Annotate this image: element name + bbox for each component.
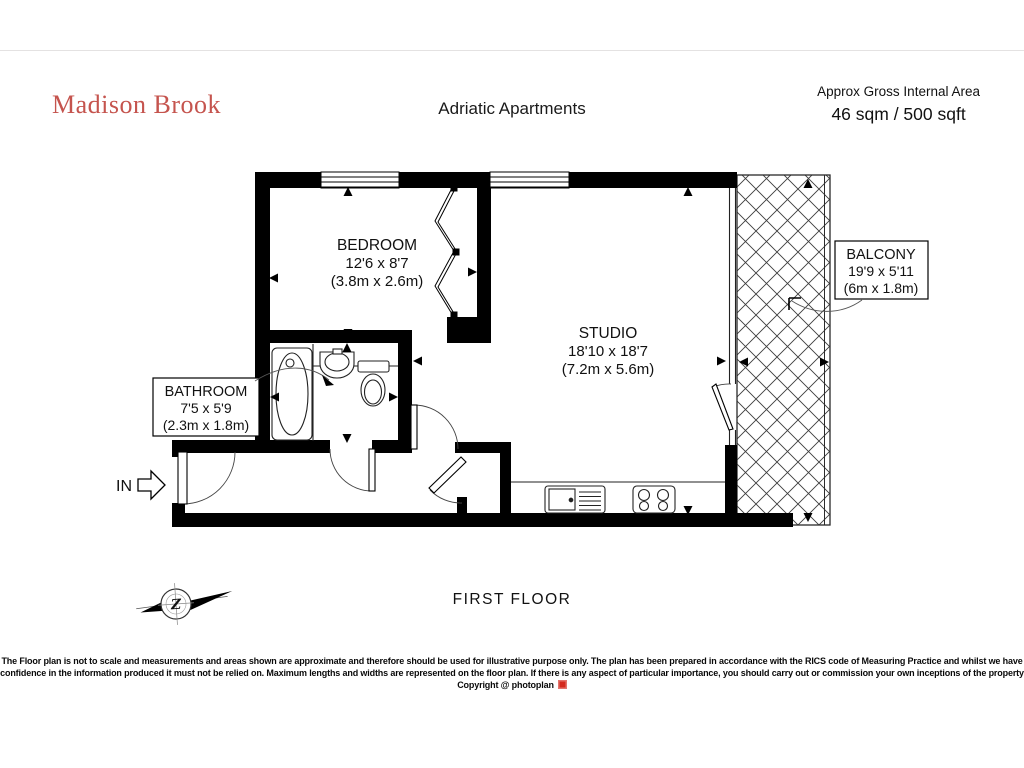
inner-door-icon bbox=[411, 405, 458, 449]
svg-text:19'9 x 5'11: 19'9 x 5'11 bbox=[848, 263, 914, 279]
balcony-area bbox=[737, 175, 830, 525]
glazed-wall bbox=[730, 188, 736, 445]
copyright-line bbox=[0, 680, 1024, 692]
bathroom-door-icon bbox=[330, 449, 375, 491]
folding-door-icon bbox=[435, 185, 459, 318]
disclaimer bbox=[0, 656, 1024, 692]
entrance-in-marker bbox=[116, 471, 165, 499]
in-arrow-icon bbox=[138, 471, 165, 499]
svg-text:BATHROOM: BATHROOM bbox=[164, 384, 248, 400]
toilet-icon bbox=[358, 361, 389, 406]
studio-label bbox=[562, 325, 655, 378]
svg-text:(3.8m x 2.6m): (3.8m x 2.6m) bbox=[330, 273, 424, 290]
hob-icon bbox=[633, 486, 675, 513]
disclaimer-line-1: The Floor plan is not to scale and measurements and areas shown are approximate and therefore should be used for illustrative purpose only. The plan has been prepared in accordance with the RICS code of Measuring Practice and whilst we have bbox=[1, 656, 1023, 666]
walls bbox=[172, 172, 793, 527]
svg-text:STUDIO: STUDIO bbox=[578, 325, 638, 342]
svg-text:(7.2m x 5.6m): (7.2m x 5.6m) bbox=[561, 361, 655, 378]
gross-area-label: Approx Gross Internal Area bbox=[817, 84, 980, 99]
photoplan-icon bbox=[558, 680, 567, 689]
kitchen-sink-icon bbox=[545, 486, 605, 513]
svg-text:Z: Z bbox=[170, 596, 182, 614]
svg-text:18'10 x 18'7: 18'10 x 18'7 bbox=[568, 343, 648, 360]
page-title: Adriatic Apartments bbox=[438, 99, 586, 118]
svg-text:(2.3m x 1.8m): (2.3m x 1.8m) bbox=[162, 417, 250, 433]
svg-text:7'5 x 5'9: 7'5 x 5'9 bbox=[180, 400, 232, 416]
floor-level-label: FIRST FLOOR bbox=[452, 591, 572, 608]
bedroom-label bbox=[331, 237, 424, 290]
entrance-door-icon bbox=[178, 452, 235, 504]
svg-text:BALCONY: BALCONY bbox=[846, 247, 916, 263]
copyright-text: Copyright @ photoplan bbox=[457, 680, 554, 690]
brand-logo: Madison Brook bbox=[52, 90, 221, 119]
svg-text:IN: IN bbox=[116, 478, 132, 495]
svg-text:12'6 x 8'7: 12'6 x 8'7 bbox=[345, 255, 409, 272]
svg-text:BEDROOM: BEDROOM bbox=[336, 237, 418, 254]
svg-text:(6m x 1.8m): (6m x 1.8m) bbox=[843, 280, 919, 296]
closet-door-icon bbox=[429, 457, 466, 503]
gross-area-value: 46 sqm / 500 sqft bbox=[831, 104, 966, 124]
basin-icon bbox=[320, 349, 354, 378]
disclaimer-line-2: confidence in the information produced it must not be relied on. Maximum lengths and widths are represented on the floor plan. If there is any aspect of particular importance, you should carry out or commission your own inceptions of the property bbox=[0, 667, 1024, 678]
balcony-door-icon bbox=[712, 384, 733, 430]
